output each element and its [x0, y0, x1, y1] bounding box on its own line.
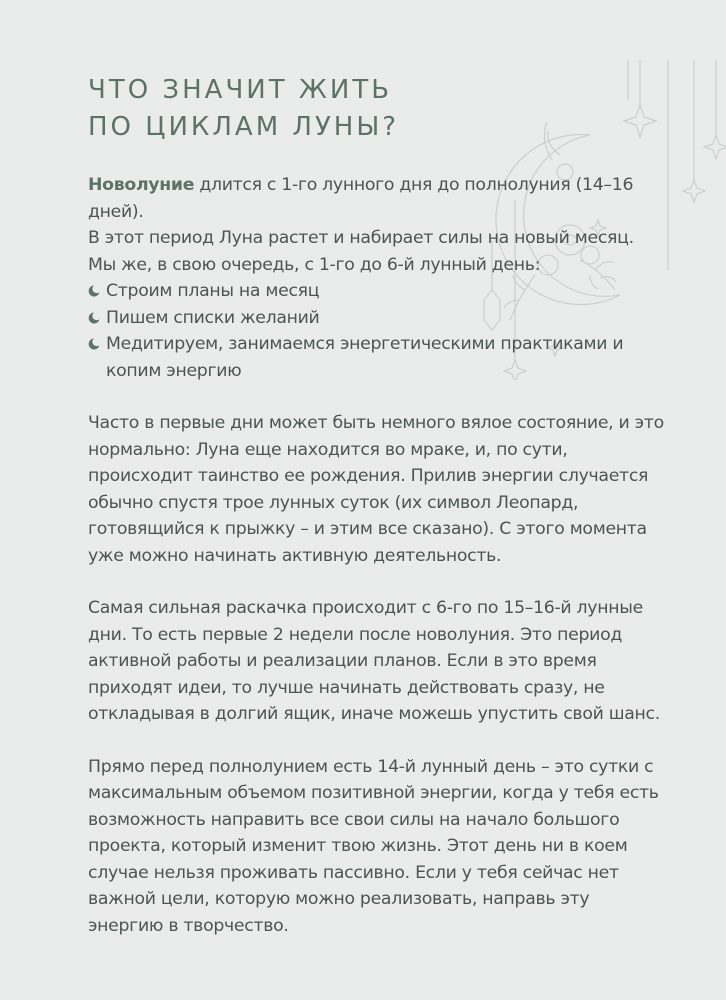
term-new-moon: Новолуние: [88, 175, 195, 195]
title-line-1: ЧТО ЗНАЧИТ ЖИТЬ: [88, 75, 393, 105]
crescent-moon-icon: [88, 312, 100, 324]
list-item: Строим планы на месяц: [88, 278, 668, 305]
crescent-moon-icon: [88, 285, 100, 297]
title-line-2: ПО ЦИКЛАМ ЛУНЫ?: [88, 112, 400, 142]
intro-line-3: Мы же, в свою очередь, с 1-го до 6-й лунный день:: [88, 254, 541, 275]
article-body: [88, 172, 668, 939]
intro-block: [88, 172, 668, 384]
intro-line-1: Новолуние длится с 1-го лунного дня до полнолуния (14–16 дней).: [88, 175, 634, 222]
paragraph-first-days: Часто в первые дни может быть немного вялое состояние, и это нормально: Луна еще находится во мраке, и, по сути, происходит таинство ее рождения. Прилив энергии случается обычно спустя трое лунных суток (их символ Леопард, готовящийся к прыжку – и этим все сказано). С этого момента уже можно начинать активную деятельность.: [88, 413, 664, 566]
paragraph-growth-period: Самая сильная раскачка происходит с 6-го по 15–16-й лунные дни. То есть первые 2 недели после новолуния. Это период активной работы и реализации планов. Если в это время приходят идеи, то лучше начинать действовать сразу, не откладывая в долгий ящик, иначе можешь упустить свой шанс.: [88, 598, 660, 724]
new-moon-list: [88, 278, 668, 384]
page-title: [88, 72, 399, 146]
list-item: Пишем списки желаний: [88, 305, 668, 332]
crescent-moon-icon: [88, 338, 100, 350]
paragraph-before-full-moon: Прямо перед полнолунием есть 14-й лунный день – это сутки с максимальным объемом позитивной энергии, когда у тебя есть возможность направить все свои силы на начало большого проекта, который изменит твою жизнь. Этот день ни в коем случае нельзя проживать пассивно. Если у тебя сейчас нет важной цели, которую можно реализовать, направь эту энергию в творчество.: [88, 756, 659, 936]
list-item: Медитируем, занимаемся энергетическими практиками и копим энергию: [88, 331, 668, 384]
intro-line-2: В этот период Луна растет и набирает силы на новый месяц.: [88, 228, 634, 248]
